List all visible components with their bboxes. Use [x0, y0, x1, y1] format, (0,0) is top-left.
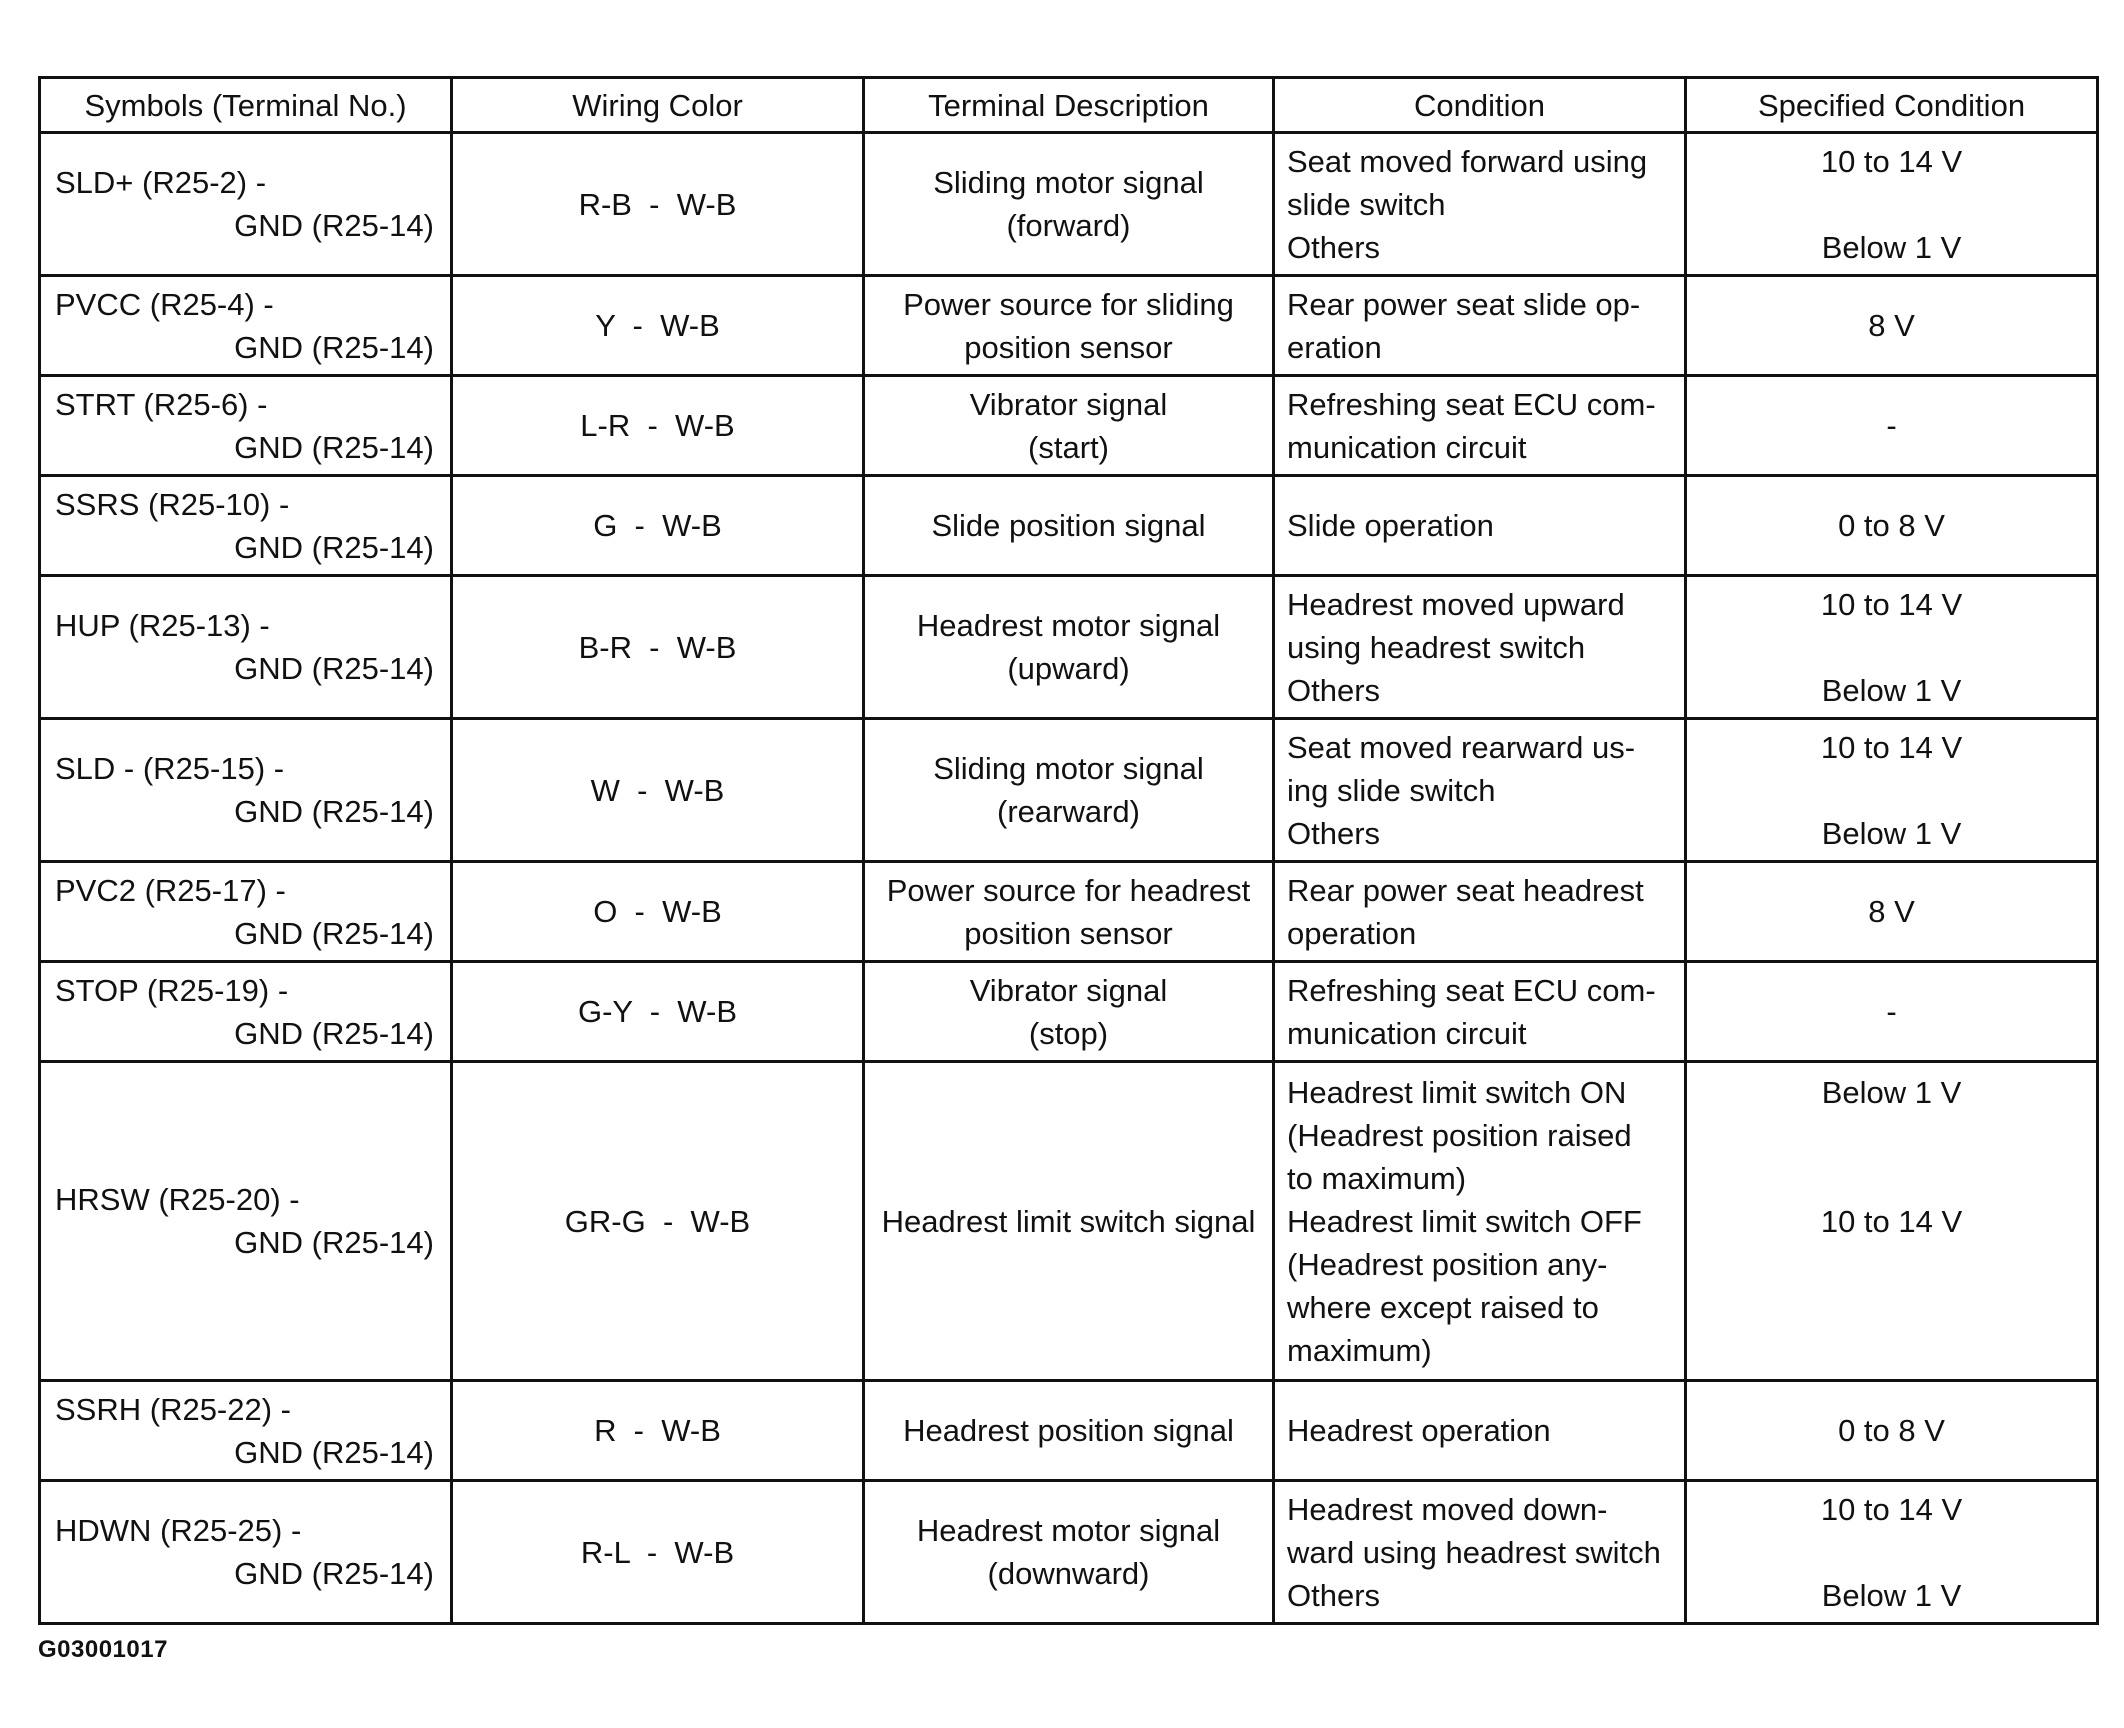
symbol-ground: GND (R25-14)	[234, 1556, 434, 1591]
cell-line: Vibrator signal	[969, 972, 1168, 1008]
cell-line: (Headrest position any-	[1287, 1246, 1608, 1282]
symbol-ground: GND (R25-14)	[234, 1225, 434, 1260]
cell-line: 10 to 14 V	[1820, 586, 1963, 622]
cell-symbol	[40, 862, 452, 962]
cell-line: 10 to 14 V	[1820, 1491, 1963, 1527]
header-wiring-color: Wiring Color	[452, 78, 864, 133]
cell-line: Headrest moved upward	[1287, 586, 1625, 622]
cell-terminal-description	[864, 133, 1274, 276]
symbol-ground: GND (R25-14)	[234, 915, 434, 951]
table-row	[40, 962, 2098, 1062]
cell-terminal-description	[864, 476, 1274, 576]
header-row	[40, 78, 2098, 133]
cell-line: slide switch	[1287, 186, 1446, 222]
cell-wiring-color: R-B - W-B	[452, 133, 864, 276]
cell-condition	[1274, 276, 1686, 376]
cell-wiring-color: GR-G - W-B	[452, 1062, 864, 1381]
cell-terminal-description	[864, 576, 1274, 719]
cell-line: munication circuit	[1287, 429, 1527, 465]
cell-line: Below 1 V	[1821, 672, 1962, 708]
header-terminal-description: Terminal Description	[864, 78, 1274, 133]
cell-line: Headrest moved down-	[1287, 1491, 1608, 1527]
cell-terminal-description	[864, 962, 1274, 1062]
cell-line: maximum)	[1287, 1332, 1432, 1368]
cell-wiring-color: O - W-B	[452, 862, 864, 962]
cell-specified-condition	[1686, 476, 2098, 576]
cell-line: Rear power seat headrest	[1287, 872, 1644, 908]
cell-line: 10 to 14 V	[1820, 729, 1963, 765]
cell-line: eration	[1287, 329, 1382, 365]
symbol-terminal: PVC2 (R25-17) -	[55, 872, 286, 908]
cell-line: Sliding motor signal	[933, 751, 1204, 786]
cell-line: Headrest motor signal	[916, 1513, 1221, 1548]
cell-symbol	[40, 1481, 452, 1624]
cell-condition	[1274, 1381, 1686, 1481]
cell-condition	[1274, 1481, 1686, 1624]
cell-line: where except raised to	[1287, 1289, 1599, 1325]
cell-symbol	[40, 133, 452, 276]
cell-symbol	[40, 276, 452, 376]
cell-line: Slide position signal	[931, 508, 1206, 543]
cell-line	[1687, 183, 2096, 226]
cell-symbol	[40, 576, 452, 719]
symbol-ground: GND (R25-14)	[234, 329, 434, 365]
table-row	[40, 1062, 2098, 1381]
cell-condition	[1274, 962, 1686, 1062]
cell-line: 8 V	[1868, 894, 1915, 929]
symbol-ground: GND (R25-14)	[234, 529, 434, 565]
header-symbols: Symbols (Terminal No.)	[40, 78, 452, 133]
cell-wiring-color: Y - W-B	[452, 276, 864, 376]
cell-condition	[1274, 376, 1686, 476]
cell-line: (stop)	[1028, 1015, 1109, 1051]
cell-line	[1687, 1531, 2096, 1574]
cell-condition	[1274, 1062, 1686, 1381]
cell-terminal-description	[864, 1381, 1274, 1481]
cell-wiring-color: G - W-B	[452, 476, 864, 576]
table-row	[40, 276, 2098, 376]
symbol-terminal: HRSW (R25-20) -	[55, 1182, 300, 1217]
table-body	[40, 133, 2098, 1624]
table-row	[40, 862, 2098, 962]
table-row	[40, 1481, 2098, 1624]
cell-symbol	[40, 1062, 452, 1381]
cell-condition	[1274, 719, 1686, 862]
cell-specified-condition	[1686, 576, 2098, 719]
cell-line	[1687, 1329, 2096, 1372]
cell-line: Rear power seat slide op-	[1287, 286, 1641, 322]
cell-line: 0 to 8 V	[1838, 1413, 1945, 1448]
cell-line: Headrest limit switch OFF	[1287, 1203, 1642, 1239]
cell-line: -	[1886, 408, 1897, 443]
cell-terminal-description	[864, 376, 1274, 476]
cell-line	[1687, 1286, 2096, 1329]
cell-line: Headrest position signal	[903, 1413, 1234, 1448]
table-row	[40, 1381, 2098, 1481]
table-row	[40, 476, 2098, 576]
cell-line: Headrest motor signal	[916, 608, 1221, 643]
cell-line	[1687, 1157, 2096, 1200]
cell-specified-condition	[1686, 1062, 2098, 1381]
cell-line: 0 to 8 V	[1838, 508, 1945, 543]
cell-line: Power source for sliding	[903, 286, 1234, 322]
cell-line: (rearward)	[997, 794, 1140, 829]
cell-line: 10 to 14 V	[1820, 1203, 1963, 1239]
cell-line: munication circuit	[1287, 1015, 1527, 1051]
symbol-terminal: SSRH (R25-22) -	[55, 1391, 291, 1427]
symbol-terminal: STRT (R25-6) -	[55, 386, 268, 422]
cell-line: Others	[1287, 229, 1381, 265]
cell-line: Headrest limit switch signal	[881, 1203, 1256, 1239]
cell-condition	[1274, 576, 1686, 719]
cell-symbol	[40, 719, 452, 862]
cell-line: Sliding motor signal	[933, 165, 1204, 200]
symbol-ground: GND (R25-14)	[234, 651, 434, 686]
cell-line: position sensor	[964, 915, 1173, 951]
symbol-terminal: SLD+ (R25-2) -	[55, 165, 267, 200]
cell-specified-condition	[1686, 376, 2098, 476]
cell-symbol	[40, 1381, 452, 1481]
cell-line: using headrest switch	[1287, 629, 1586, 665]
symbol-terminal: SLD - (R25-15) -	[55, 751, 285, 786]
symbol-terminal: PVCC (R25-4) -	[55, 286, 274, 322]
cell-line: (start)	[1028, 429, 1109, 465]
cell-line: ing slide switch	[1287, 772, 1496, 808]
cell-condition	[1274, 862, 1686, 962]
cell-specified-condition	[1686, 962, 2098, 1062]
cell-line	[1687, 626, 2096, 669]
cell-specified-condition	[1686, 719, 2098, 862]
cell-wiring-color: R-L - W-B	[452, 1481, 864, 1624]
symbol-terminal: HUP (R25-13) -	[55, 608, 270, 643]
symbol-ground: GND (R25-14)	[234, 1015, 434, 1051]
table-row	[40, 376, 2098, 476]
cell-line: Refreshing seat ECU com-	[1287, 972, 1656, 1008]
cell-line: operation	[1287, 915, 1417, 951]
cell-terminal-description	[864, 719, 1274, 862]
cell-line	[1687, 1114, 2096, 1157]
cell-terminal-description	[864, 1062, 1274, 1381]
table-row	[40, 133, 2098, 276]
cell-line: Others	[1287, 815, 1381, 851]
cell-terminal-description	[864, 1481, 1274, 1624]
cell-line: (downward)	[987, 1556, 1150, 1591]
symbol-terminal: SSRS (R25-10) -	[55, 486, 290, 522]
cell-symbol	[40, 376, 452, 476]
cell-line: position sensor	[964, 329, 1173, 365]
cell-line: (Headrest position raised	[1287, 1117, 1632, 1153]
table-row	[40, 719, 2098, 862]
cell-line	[1687, 769, 2096, 812]
cell-line: to maximum)	[1287, 1160, 1467, 1196]
cell-wiring-color: R - W-B	[452, 1381, 864, 1481]
cell-wiring-color: L-R - W-B	[452, 376, 864, 476]
cell-line: Below 1 V	[1821, 229, 1962, 265]
cell-specified-condition	[1686, 133, 2098, 276]
symbol-ground: GND (R25-14)	[234, 1434, 434, 1470]
cell-line: Vibrator signal	[969, 386, 1168, 422]
cell-line: Power source for headrest	[886, 872, 1251, 908]
cell-terminal-description	[864, 862, 1274, 962]
cell-line: Slide operation	[1287, 508, 1494, 543]
cell-specified-condition	[1686, 276, 2098, 376]
cell-line: Seat moved rearward us-	[1287, 729, 1636, 765]
cell-specified-condition	[1686, 1381, 2098, 1481]
header-condition: Condition	[1274, 78, 1686, 133]
cell-symbol	[40, 962, 452, 1062]
cell-line: Headrest operation	[1287, 1413, 1551, 1448]
cell-condition	[1274, 133, 1686, 276]
cell-line: Others	[1287, 672, 1381, 708]
cell-line: Seat moved forward using	[1287, 143, 1648, 179]
cell-line: Below 1 V	[1821, 1074, 1962, 1110]
cell-line: Below 1 V	[1821, 1577, 1962, 1613]
cell-condition	[1274, 476, 1686, 576]
cell-line: Others	[1287, 1577, 1381, 1613]
cell-wiring-color: G-Y - W-B	[452, 962, 864, 1062]
cell-specified-condition	[1686, 862, 2098, 962]
terminal-table-container	[38, 76, 2096, 1625]
symbol-terminal: HDWN (R25-25) -	[55, 1513, 302, 1548]
cell-terminal-description	[864, 276, 1274, 376]
cell-line	[1687, 1243, 2096, 1286]
figure-id: G03001017	[38, 1636, 168, 1663]
symbol-terminal: STOP (R25-19) -	[55, 972, 289, 1008]
cell-symbol	[40, 476, 452, 576]
symbol-ground: GND (R25-14)	[234, 208, 434, 243]
cell-line: (forward)	[1006, 208, 1131, 243]
cell-line: Headrest limit switch ON	[1287, 1074, 1627, 1110]
header-specified-condition: Specified Condition	[1686, 78, 2098, 133]
cell-line: ward using headrest switch	[1287, 1534, 1661, 1570]
cell-line: Below 1 V	[1821, 815, 1962, 851]
cell-line: 8 V	[1868, 308, 1915, 343]
cell-specified-condition	[1686, 1481, 2098, 1624]
terminal-table	[38, 76, 2099, 1625]
cell-wiring-color: W - W-B	[452, 719, 864, 862]
symbol-ground: GND (R25-14)	[234, 429, 434, 465]
symbol-ground: GND (R25-14)	[234, 794, 434, 829]
cell-line: -	[1886, 994, 1897, 1029]
cell-line: Refreshing seat ECU com-	[1287, 386, 1656, 422]
table-row	[40, 576, 2098, 719]
cell-line: 10 to 14 V	[1820, 143, 1963, 179]
cell-wiring-color: B-R - W-B	[452, 576, 864, 719]
cell-line: (upward)	[1007, 651, 1130, 686]
